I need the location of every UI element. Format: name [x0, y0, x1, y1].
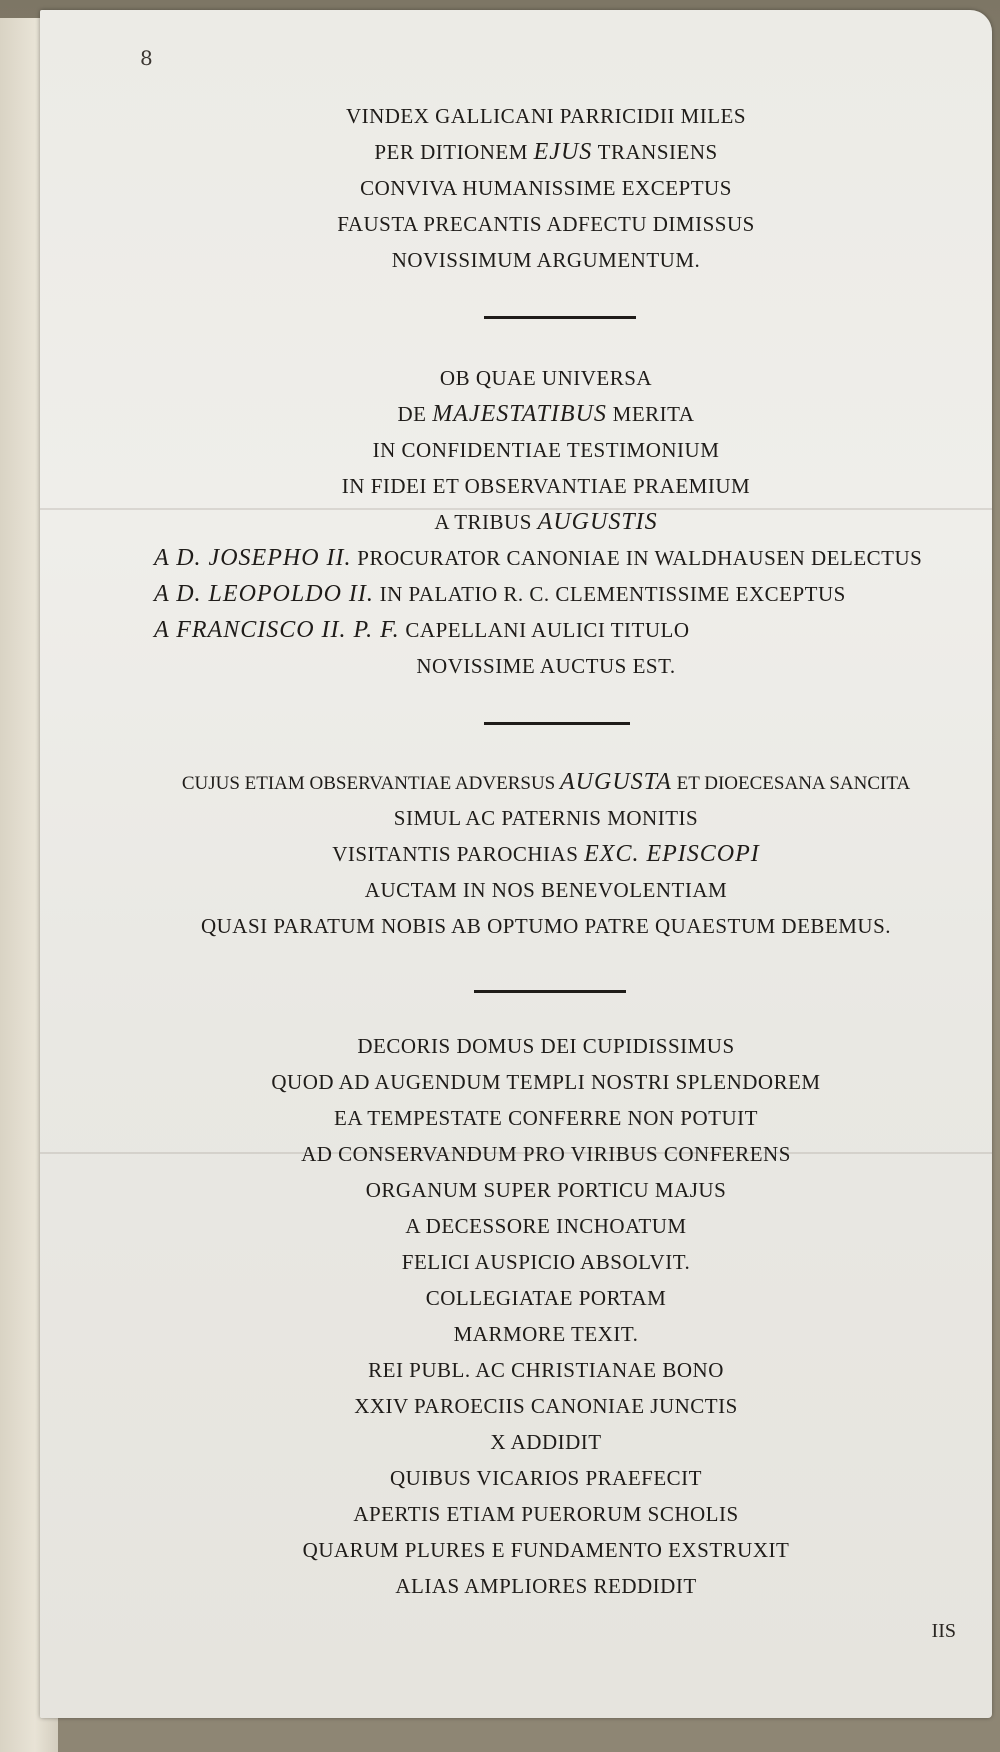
text-line: [100, 1568, 992, 1604]
text-phrase: IN PALATIO R. C. CLEMENTISSIME EXCEPTUS: [373, 582, 846, 606]
text-line: [100, 1100, 992, 1136]
text-phrase: IN FIDEI ET OBSERVANTIAE PRAEMIUM: [341, 474, 751, 498]
text-phrase: VISITANTIS PAROCHIAS: [332, 842, 585, 866]
text-line: [100, 1028, 992, 1064]
italic-phrase: EJUS: [533, 139, 593, 165]
text-phrase: CUJUS ETIAM OBSERVANTIAE ADVERSUS: [181, 773, 560, 794]
text-line: [100, 396, 992, 432]
text-line: [100, 1532, 992, 1568]
text-line: [100, 1496, 992, 1532]
text-line: [100, 360, 992, 396]
text-line: [100, 242, 992, 278]
text-line: [100, 908, 992, 944]
text-line: [100, 1316, 992, 1352]
text-line: [100, 576, 992, 612]
text-phrase: XXIV PAROECIIS CANONIAE JUNCTIS: [354, 1394, 738, 1418]
italic-phrase: AUGUSTA: [560, 769, 672, 795]
text-phrase: ET DIOECESANA SANCITA: [671, 773, 911, 794]
text-line: [100, 1208, 992, 1244]
text-phrase: QUASI PARATUM NOBIS AB OPTUMO PATRE QUAESTUM DEBEMUS.: [200, 914, 892, 938]
text-section-1: [100, 98, 992, 278]
text-phrase: A DECESSORE INCHOATUM: [405, 1214, 687, 1238]
italic-phrase: A D. JOSEPHO II.: [154, 545, 352, 571]
text-line: [100, 432, 992, 468]
text-phrase: NOVISSIMUM ARGUMENTUM.: [391, 248, 701, 272]
section-divider: [484, 722, 630, 725]
text-phrase: TRANSIENS: [592, 140, 718, 164]
text-phrase: AUCTAM IN NOS BENEVOLENTIAM: [364, 878, 728, 902]
text-line: [100, 800, 992, 836]
document-page: [40, 10, 992, 1718]
text-phrase: MERITA: [606, 402, 695, 426]
text-line: [100, 836, 992, 872]
italic-phrase: A FRANCISCO II. P. F.: [154, 617, 400, 643]
text-phrase: QUOD AD AUGENDUM TEMPLI NOSTRI SPLENDOREM: [271, 1070, 821, 1094]
text-line: [100, 1352, 992, 1388]
text-section-3: [100, 764, 992, 944]
text-line: [100, 1172, 992, 1208]
text-phrase: NOVISSIME AUCTUS EST.: [416, 654, 676, 678]
text-line: [100, 504, 992, 540]
catchword: IIS: [931, 1620, 956, 1642]
italic-phrase: EXC. EPISCOPI: [584, 841, 760, 867]
text-phrase: X ADDIDIT: [490, 1430, 602, 1454]
text-phrase: DE: [397, 402, 433, 426]
text-phrase: SIMUL AC PATERNIS MONITIS: [393, 806, 699, 830]
text-phrase: QUIBUS VICARIOS PRAEFECIT: [390, 1466, 702, 1490]
text-line: [100, 612, 992, 648]
text-phrase: FELICI AUSPICIO ABSOLVIT.: [401, 1250, 691, 1274]
text-line: [100, 1244, 992, 1280]
text-phrase: ALIAS AMPLIORES REDDIDIT: [395, 1574, 697, 1598]
section-divider: [474, 990, 626, 993]
text-line: [100, 1424, 992, 1460]
text-phrase: IN CONFIDENTIAE TESTIMONIUM: [372, 438, 720, 462]
text-line: [100, 872, 992, 908]
text-phrase: EA TEMPESTATE CONFERRE NON POTUIT: [334, 1106, 758, 1130]
text-line: [100, 1136, 992, 1172]
text-phrase: AD CONSERVANDUM PRO VIRIBUS CONFERENS: [301, 1142, 791, 1166]
text-phrase: A TRIBUS: [434, 510, 538, 534]
text-line: [100, 1280, 992, 1316]
text-phrase: OB QUAE UNIVERSA: [439, 366, 653, 390]
page-number: 8: [140, 46, 153, 70]
text-phrase: ORGANUM SUPER PORTICU MAJUS: [365, 1178, 727, 1202]
text-phrase: VINDEX GALLICANI PARRICIDII MILES: [345, 104, 747, 128]
text-line: [100, 648, 992, 684]
text-phrase: PROCURATOR CANONIAE IN WALDHAUSEN DELECTUS: [351, 546, 923, 570]
italic-phrase: A D. LEOPOLDO II.: [154, 581, 374, 607]
text-phrase: MARMORE TEXIT.: [453, 1322, 639, 1346]
text-section-4: [100, 1028, 992, 1604]
text-phrase: PER DITIONEM: [374, 140, 534, 164]
text-phrase: APERTIS ETIAM PUERORUM SCHOLIS: [353, 1502, 739, 1526]
italic-phrase: AUGUSTIS: [537, 509, 658, 535]
text-line: [100, 1460, 992, 1496]
text-phrase: CONVIVA HUMANISSIME EXCEPTUS: [360, 176, 732, 200]
text-line: [100, 468, 992, 504]
text-section-2: [100, 360, 992, 684]
italic-phrase: MAJESTATIBUS: [432, 401, 607, 427]
text-phrase: FAUSTA PRECANTIS ADFECTU DIMISSUS: [337, 212, 755, 236]
text-line: [100, 170, 992, 206]
text-phrase: REI PUBL. AC CHRISTIANAE BONO: [368, 1358, 724, 1382]
text-line: [100, 1064, 992, 1100]
text-line: [100, 764, 992, 800]
text-phrase: QUARUM PLURES E FUNDAMENTO EXSTRUXIT: [302, 1538, 790, 1562]
text-line: [100, 206, 992, 242]
text-line: [100, 134, 992, 170]
text-line: [100, 540, 992, 576]
text-phrase: DECORIS DOMUS DEI CUPIDISSIMUS: [357, 1034, 735, 1058]
section-divider: [484, 316, 636, 319]
text-phrase: COLLEGIATAE PORTAM: [425, 1286, 667, 1310]
text-line: [100, 1388, 992, 1424]
text-line: [100, 98, 992, 134]
text-phrase: CAPELLANI AULICI TITULO: [399, 618, 690, 642]
